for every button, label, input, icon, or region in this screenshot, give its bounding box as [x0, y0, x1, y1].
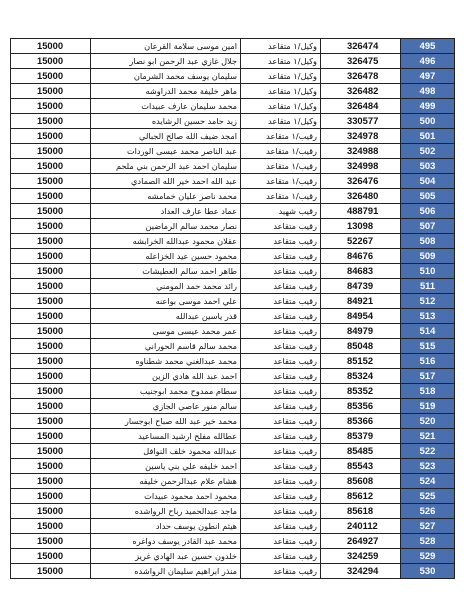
amount-cell: 15000: [11, 519, 91, 534]
rank-cell: رقيب شهيد: [241, 204, 321, 219]
sequence-number-cell: 495: [401, 39, 455, 54]
rank-cell: رقيب متقاعد: [241, 459, 321, 474]
military-number-cell: 85618: [321, 504, 401, 519]
amount-cell: 15000: [11, 564, 91, 579]
sequence-number-cell: 513: [401, 309, 455, 324]
amount-cell: 15000: [11, 549, 91, 564]
military-number-cell: 85608: [321, 474, 401, 489]
table-row: [11, 489, 455, 504]
amount-cell: 15000: [11, 429, 91, 444]
military-number-cell: 324259: [321, 549, 401, 564]
rank-cell: رقيب متقاعد: [241, 444, 321, 459]
table-row: [11, 279, 455, 294]
sequence-number-cell: 506: [401, 204, 455, 219]
rank-cell: رقيب متقاعد: [241, 519, 321, 534]
amount-cell: 15000: [11, 459, 91, 474]
sequence-number-cell: 527: [401, 519, 455, 534]
sequence-number-cell: 520: [401, 414, 455, 429]
amount-cell: 15000: [11, 39, 91, 54]
sequence-number-cell: 510: [401, 264, 455, 279]
name-cell: احمد عبد الله هادي الزين: [91, 369, 241, 384]
table-row: [11, 474, 455, 489]
name-cell: احمد خليفه علي بني ياسين: [91, 459, 241, 474]
sequence-number-cell: 504: [401, 174, 455, 189]
name-cell: محمد عبدالغني محمد شطناوه: [91, 354, 241, 369]
table-row: [11, 549, 455, 564]
military-number-cell: 84921: [321, 294, 401, 309]
table-row: [11, 519, 455, 534]
rank-cell: رقيب متقاعد: [241, 504, 321, 519]
rank-cell: وكيل/١ متقاعد: [241, 69, 321, 84]
military-number-cell: 13098: [321, 219, 401, 234]
table-row: [11, 339, 455, 354]
name-cell: علي احمد موسى بواعنه: [91, 294, 241, 309]
amount-cell: 15000: [11, 504, 91, 519]
rank-cell: رقيب متقاعد: [241, 384, 321, 399]
amount-cell: 15000: [11, 159, 91, 174]
amount-cell: 15000: [11, 294, 91, 309]
name-cell: سليمان احمد عبد الرحمن بني ملحم: [91, 159, 241, 174]
military-number-cell: 326474: [321, 39, 401, 54]
table-row: [11, 399, 455, 414]
sequence-number-cell: 500: [401, 114, 455, 129]
rank-cell: رقيب/١ متقاعد: [241, 129, 321, 144]
amount-cell: 15000: [11, 534, 91, 549]
military-number-cell: 84676: [321, 249, 401, 264]
amount-cell: 15000: [11, 84, 91, 99]
table-row: [11, 144, 455, 159]
sequence-number-cell: 525: [401, 489, 455, 504]
rank-cell: رقيب/١ متقاعد: [241, 144, 321, 159]
table-row: [11, 84, 455, 99]
name-cell: جلال غازي عبد الرحمن ابو نصار: [91, 54, 241, 69]
name-cell: محمد عبد القادر يوسف دواغره: [91, 534, 241, 549]
table-row: [11, 204, 455, 219]
rank-cell: رقيب متقاعد: [241, 429, 321, 444]
name-cell: امجد ضيف الله صالح الجبالي: [91, 129, 241, 144]
sequence-number-cell: 521: [401, 429, 455, 444]
sequence-number-cell: 497: [401, 69, 455, 84]
military-number-cell: 85543: [321, 459, 401, 474]
military-number-cell: 326484: [321, 99, 401, 114]
amount-cell: 15000: [11, 444, 91, 459]
rank-cell: وكيل/١ متقاعد: [241, 114, 321, 129]
amount-cell: 15000: [11, 234, 91, 249]
sequence-number-cell: 526: [401, 504, 455, 519]
amount-cell: 15000: [11, 489, 91, 504]
rank-cell: رقيب/١ متقاعد: [241, 189, 321, 204]
rank-cell: رقيب متقاعد: [241, 489, 321, 504]
sequence-number-cell: 514: [401, 324, 455, 339]
name-cell: عقلان محمود عبدالله الخرابشه: [91, 234, 241, 249]
spreadsheet-page: [10, 38, 454, 579]
rank-cell: رقيب متقاعد: [241, 249, 321, 264]
rank-cell: رقيب متقاعد: [241, 474, 321, 489]
name-cell: سالم منور عاصي الجازي: [91, 399, 241, 414]
sequence-number-cell: 528: [401, 534, 455, 549]
rank-cell: وكيل/١ متقاعد: [241, 54, 321, 69]
table-row: [11, 384, 455, 399]
sequence-number-cell: 523: [401, 459, 455, 474]
table-row: [11, 354, 455, 369]
amount-cell: 15000: [11, 309, 91, 324]
amount-cell: 15000: [11, 189, 91, 204]
table-row: [11, 189, 455, 204]
military-number-cell: 264927: [321, 534, 401, 549]
table-body: [11, 39, 455, 579]
table-row: [11, 234, 455, 249]
table-row: [11, 99, 455, 114]
rank-cell: رقيب متقاعد: [241, 564, 321, 579]
military-number-cell: 52267: [321, 234, 401, 249]
sequence-number-cell: 499: [401, 99, 455, 114]
sequence-number-cell: 512: [401, 294, 455, 309]
military-number-cell: 324294: [321, 564, 401, 579]
table-row: [11, 249, 455, 264]
table-row: [11, 459, 455, 474]
amount-cell: 15000: [11, 129, 91, 144]
name-cell: محمد خير عبد الله صباح ابوجسار: [91, 414, 241, 429]
amount-cell: 15000: [11, 324, 91, 339]
name-cell: عطالله مفلح ارشيد المساعيد: [91, 429, 241, 444]
military-number-cell: 488791: [321, 204, 401, 219]
military-number-cell: 326480: [321, 189, 401, 204]
name-cell: ماجد عبدالحميد رباح الرواشده: [91, 504, 241, 519]
military-number-cell: 326476: [321, 174, 401, 189]
table-row: [11, 39, 455, 54]
rank-cell: رقيب متقاعد: [241, 369, 321, 384]
table-row: [11, 444, 455, 459]
military-number-cell: 84979: [321, 324, 401, 339]
sequence-number-cell: 503: [401, 159, 455, 174]
amount-cell: 15000: [11, 204, 91, 219]
rank-cell: رقيب متقاعد: [241, 354, 321, 369]
name-cell: محمد سليمان عارف عبيدات: [91, 99, 241, 114]
sequence-number-cell: 519: [401, 399, 455, 414]
sequence-number-cell: 518: [401, 384, 455, 399]
rank-cell: رقيب متقاعد: [241, 549, 321, 564]
amount-cell: 15000: [11, 114, 91, 129]
military-number-cell: 240112: [321, 519, 401, 534]
name-cell: عبدالله محمود خلف النوافل: [91, 444, 241, 459]
amount-cell: 15000: [11, 384, 91, 399]
amount-cell: 15000: [11, 354, 91, 369]
rank-cell: رقيب متقاعد: [241, 294, 321, 309]
name-cell: محمد سالم قاسم الحوراني: [91, 339, 241, 354]
military-number-cell: 85352: [321, 384, 401, 399]
sequence-number-cell: 511: [401, 279, 455, 294]
rank-cell: رقيب متقاعد: [241, 324, 321, 339]
rank-cell: رقيب متقاعد: [241, 339, 321, 354]
name-cell: خلدون حسين عبد الهادي غريز: [91, 549, 241, 564]
military-number-cell: 85356: [321, 399, 401, 414]
amount-cell: 15000: [11, 369, 91, 384]
name-cell: سليمان يوسف محمد الشرمان: [91, 69, 241, 84]
table-row: [11, 219, 455, 234]
sequence-number-cell: 502: [401, 144, 455, 159]
amount-cell: 15000: [11, 279, 91, 294]
military-number-cell: 324978: [321, 129, 401, 144]
amount-cell: 15000: [11, 144, 91, 159]
rank-cell: رقيب/١ متقاعد: [241, 174, 321, 189]
sequence-number-cell: 509: [401, 249, 455, 264]
table-row: [11, 504, 455, 519]
sequence-number-cell: 522: [401, 444, 455, 459]
sequence-number-cell: 524: [401, 474, 455, 489]
table-row: [11, 174, 455, 189]
rank-cell: رقيب متقاعد: [241, 534, 321, 549]
table-row: [11, 294, 455, 309]
sequence-number-cell: 530: [401, 564, 455, 579]
table-row: [11, 159, 455, 174]
sequence-number-cell: 498: [401, 84, 455, 99]
sequence-number-cell: 501: [401, 129, 455, 144]
name-cell: ماهر خليفة محمد الدراوشه: [91, 84, 241, 99]
table-row: [11, 534, 455, 549]
sequence-number-cell: 529: [401, 549, 455, 564]
military-number-cell: 326478: [321, 69, 401, 84]
rank-cell: رقيب متقاعد: [241, 264, 321, 279]
amount-cell: 15000: [11, 249, 91, 264]
table-row: [11, 129, 455, 144]
table-row: [11, 564, 455, 579]
military-number-cell: 85612: [321, 489, 401, 504]
name-cell: عماد عطا عارف العداد: [91, 204, 241, 219]
amount-cell: 15000: [11, 69, 91, 84]
name-cell: عبد الناصر محمد عيسى الوردات: [91, 144, 241, 159]
amount-cell: 15000: [11, 54, 91, 69]
sequence-number-cell: 496: [401, 54, 455, 69]
military-number-cell: 84739: [321, 279, 401, 294]
rank-cell: رقيب متقاعد: [241, 279, 321, 294]
military-number-cell: 330577: [321, 114, 401, 129]
military-number-cell: 85485: [321, 444, 401, 459]
amount-cell: 15000: [11, 399, 91, 414]
name-cell: عبد الله احمد خير الله الصمادي: [91, 174, 241, 189]
military-number-cell: 326482: [321, 84, 401, 99]
military-number-cell: 324998: [321, 159, 401, 174]
military-number-cell: 324988: [321, 144, 401, 159]
rank-cell: رقيب متقاعد: [241, 399, 321, 414]
name-cell: رائد محمد حمد المومني: [91, 279, 241, 294]
payment-table: [10, 38, 455, 579]
sequence-number-cell: 507: [401, 219, 455, 234]
amount-cell: 15000: [11, 414, 91, 429]
military-number-cell: 84683: [321, 264, 401, 279]
table-row: [11, 429, 455, 444]
name-cell: قدر ياسين عبدالله: [91, 309, 241, 324]
name-cell: منذر ابراهيم سليمان الرواشده: [91, 564, 241, 579]
table-row: [11, 264, 455, 279]
rank-cell: وكيل/١ متقاعد: [241, 39, 321, 54]
military-number-cell: 85048: [321, 339, 401, 354]
table-row: [11, 54, 455, 69]
name-cell: هيثم انطون يوسف حداد: [91, 519, 241, 534]
sequence-number-cell: 515: [401, 339, 455, 354]
military-number-cell: 84954: [321, 309, 401, 324]
amount-cell: 15000: [11, 174, 91, 189]
table-row: [11, 324, 455, 339]
sequence-number-cell: 505: [401, 189, 455, 204]
table-row: [11, 114, 455, 129]
table-row: [11, 69, 455, 84]
name-cell: زيد حامد حسين الرشايده: [91, 114, 241, 129]
table-row: [11, 369, 455, 384]
rank-cell: رقيب/١ متقاعد: [241, 159, 321, 174]
amount-cell: 15000: [11, 474, 91, 489]
rank-cell: رقيب متقاعد: [241, 219, 321, 234]
military-number-cell: 85152: [321, 354, 401, 369]
table-row: [11, 309, 455, 324]
amount-cell: 15000: [11, 219, 91, 234]
military-number-cell: 85379: [321, 429, 401, 444]
name-cell: محمد ناصر عليان خمامشه: [91, 189, 241, 204]
military-number-cell: 326475: [321, 54, 401, 69]
rank-cell: وكيل/١ متقاعد: [241, 99, 321, 114]
sequence-number-cell: 517: [401, 369, 455, 384]
name-cell: نصار محمد سالم الرماضين: [91, 219, 241, 234]
sequence-number-cell: 516: [401, 354, 455, 369]
table-row: [11, 414, 455, 429]
amount-cell: 15000: [11, 264, 91, 279]
rank-cell: رقيب متقاعد: [241, 414, 321, 429]
name-cell: سطام ممدوح محمد ابوجنيب: [91, 384, 241, 399]
name-cell: امين موسى سلامة القرعان: [91, 39, 241, 54]
military-number-cell: 85324: [321, 369, 401, 384]
military-number-cell: 85366: [321, 414, 401, 429]
rank-cell: رقيب متقاعد: [241, 234, 321, 249]
name-cell: طاهر احمد سالم العطيشات: [91, 264, 241, 279]
name-cell: محمود حسين عيد الخزاعله: [91, 249, 241, 264]
name-cell: هشام علام عبدالرحمن خليفه: [91, 474, 241, 489]
rank-cell: رقيب متقاعد: [241, 309, 321, 324]
name-cell: عمر محمد عيسى موسى: [91, 324, 241, 339]
rank-cell: وكيل/١ متقاعد: [241, 84, 321, 99]
amount-cell: 15000: [11, 99, 91, 114]
amount-cell: 15000: [11, 339, 91, 354]
name-cell: محمود احمد محمود عبيدات: [91, 489, 241, 504]
sequence-number-cell: 508: [401, 234, 455, 249]
